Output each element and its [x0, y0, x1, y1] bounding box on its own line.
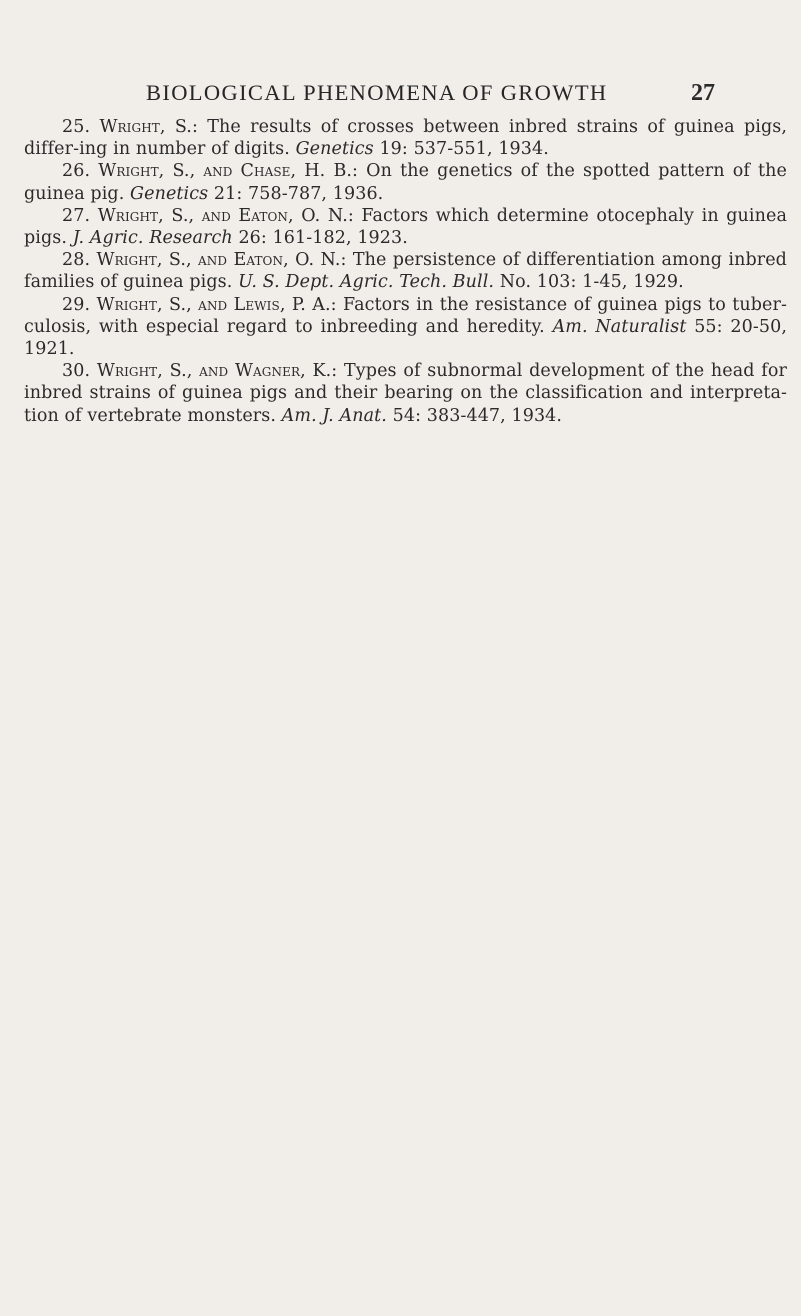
- reference-title: The results of crosses between inbred strains of guinea pigs, differ-ing in number of digits.: [24, 117, 787, 160]
- reference-authors: Wright, S., and Eaton, O. N.:: [96, 250, 347, 271]
- reference-citation: 19: 537-551, 1934.: [373, 139, 549, 160]
- reference-authors: Wright, S., and Wagner, K.:: [96, 361, 338, 382]
- reference-journal: Genetics: [130, 183, 209, 204]
- reference-number: 26.: [62, 161, 91, 182]
- reference-title: On the genetics of the spotted pattern of the guinea pig.: [24, 161, 787, 204]
- reference-item: [24, 294, 787, 361]
- reference-number: 30.: [62, 361, 91, 382]
- reference-number: 25.: [62, 117, 91, 137]
- page-number: 27: [691, 80, 715, 106]
- reference-journal: Am. Naturalist: [552, 316, 687, 337]
- reference-number: 29.: [62, 294, 91, 315]
- reference-authors: Wright, S., and Eaton, O. N.:: [97, 205, 354, 226]
- reference-authors: Wright, S., and Lewis, P. A.:: [96, 294, 337, 315]
- reference-citation: No. 103: 1-45, 1929.: [494, 272, 684, 293]
- reference-item: [24, 205, 787, 249]
- reference-journal: Genetics: [295, 139, 374, 160]
- reference-citation: 54: 383-447, 1934.: [386, 405, 563, 426]
- reference-item: [24, 160, 787, 204]
- reference-authors: Wright, S., and Chase, H. B.:: [98, 161, 359, 182]
- reference-citation: 55: 20-50, 1921.: [24, 316, 788, 360]
- reference-item: [24, 249, 787, 293]
- running-head: [146, 80, 713, 110]
- reference-item: [24, 116, 787, 160]
- reference-title: The persistence of differentiation among inbred families of guinea pigs.: [24, 250, 787, 293]
- reference-number: 27.: [62, 205, 91, 226]
- reference-citation: 21: 758-787, 1936.: [208, 183, 384, 204]
- reference-item: [24, 360, 787, 427]
- reference-journal: Am. J. Anat.: [281, 405, 387, 426]
- reference-number: 28.: [62, 250, 91, 271]
- reference-title: Types of subnormal development of the head for inbred strains of guinea pigs and their bearing on the classification and interpreta-tion of vertebrate monsters.: [24, 361, 787, 426]
- reference-authors: Wright, S.:: [99, 117, 198, 137]
- reference-title: Factors which determine otocephaly in guinea pigs.: [24, 205, 787, 249]
- reference-title: Factors in the resistance of guinea pigs to tuber-culosis, with especial regard to inbreeding and heredity.: [24, 294, 787, 337]
- reference-journal: U. S. Dept. Agric. Tech. Bull.: [238, 272, 495, 293]
- running-title: BIOLOGICAL PHENOMENA OF GROWTH: [146, 80, 608, 105]
- reference-list: [24, 116, 787, 427]
- reference-journal: J. Agric. Research: [72, 228, 233, 249]
- reference-citation: 26: 161-182, 1923.: [232, 228, 408, 249]
